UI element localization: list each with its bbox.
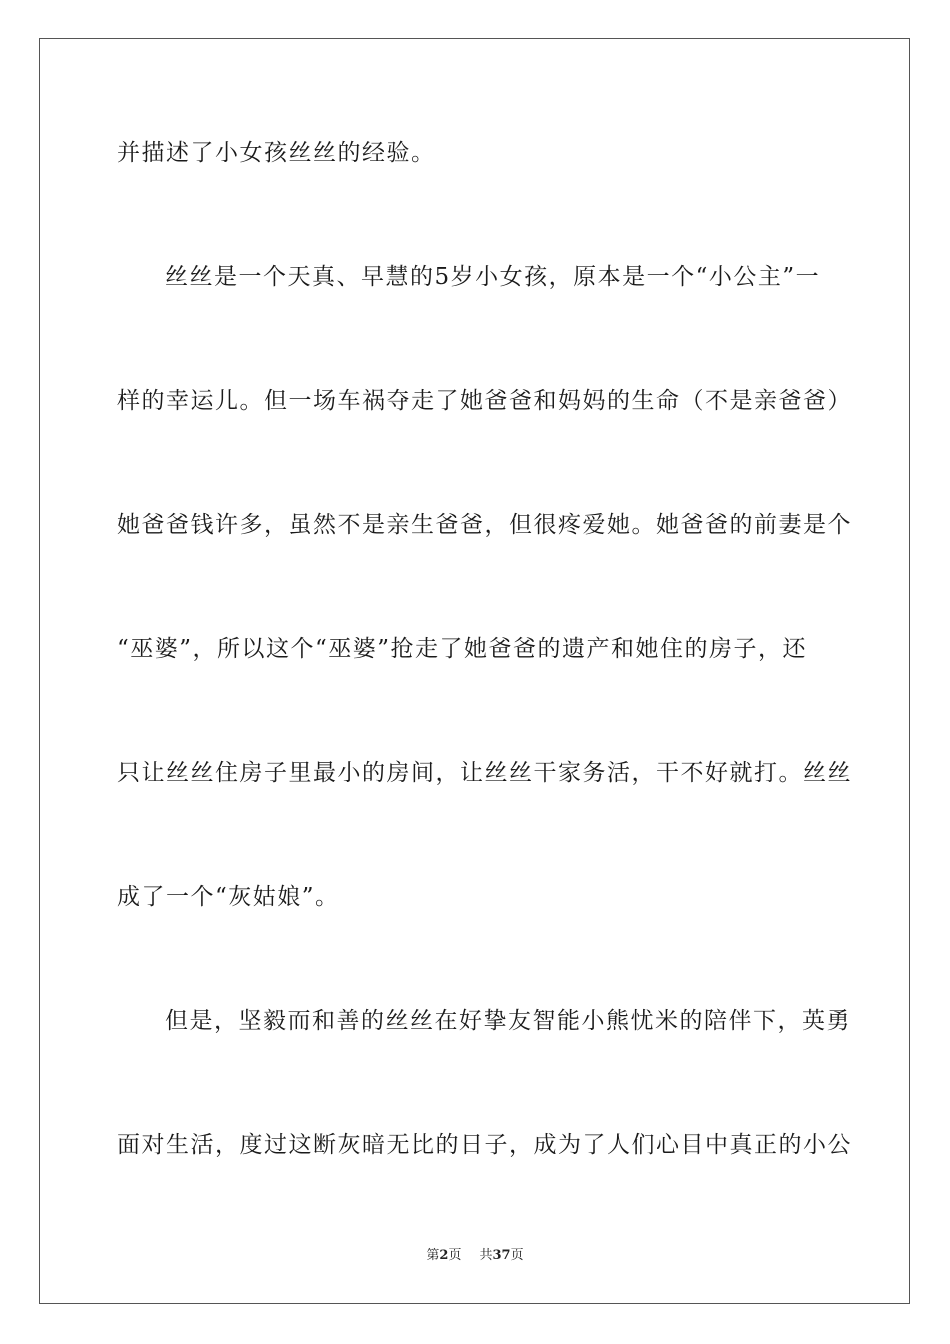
page-total: 37 — [492, 1248, 511, 1263]
page-number: 2 — [439, 1248, 449, 1263]
text-line-8: 但是，坚毅而和善的丝丝在好挚友智能小熊忧米的陪伴下，英勇 — [165, 1008, 851, 1034]
text-line-4: 她爸爸钱许多，虽然不是亲生爸爸，但很疼爱她。她爸爸的前妻是个 — [117, 512, 852, 538]
text-line-9: 面对生活，度过这断灰暗无比的日子，成为了人们心目中真正的小公 — [117, 1132, 852, 1158]
total-prefix: 共 — [479, 1248, 493, 1263]
text-line-5: “巫婆”，所以这个“巫婆”抢走了她爸爸的遗产和她住的房子，还 — [117, 636, 808, 662]
text-line-6: 只让丝丝住房子里最小的房间，让丝丝干家务活，干不好就打。丝丝 — [117, 760, 852, 786]
text-line-2: 丝丝是一个天真、早慧的5岁小女孩，原本是一个“小公主”一 — [165, 264, 821, 290]
total-suffix: 页 — [510, 1248, 524, 1263]
page-suffix: 页 — [448, 1248, 462, 1263]
text-line-7: 成了一个“灰姑娘”。 — [117, 884, 340, 910]
page-border — [39, 38, 910, 1304]
text-line-3: 样的幸运儿。但一场车祸夺走了她爸爸和妈妈的生命（不是亲爸爸） — [117, 388, 852, 414]
text-line-1: 并描述了小女孩丝丝的经验。 — [117, 140, 436, 166]
page-prefix: 第 — [426, 1248, 440, 1263]
page-footer — [0, 1247, 950, 1265]
